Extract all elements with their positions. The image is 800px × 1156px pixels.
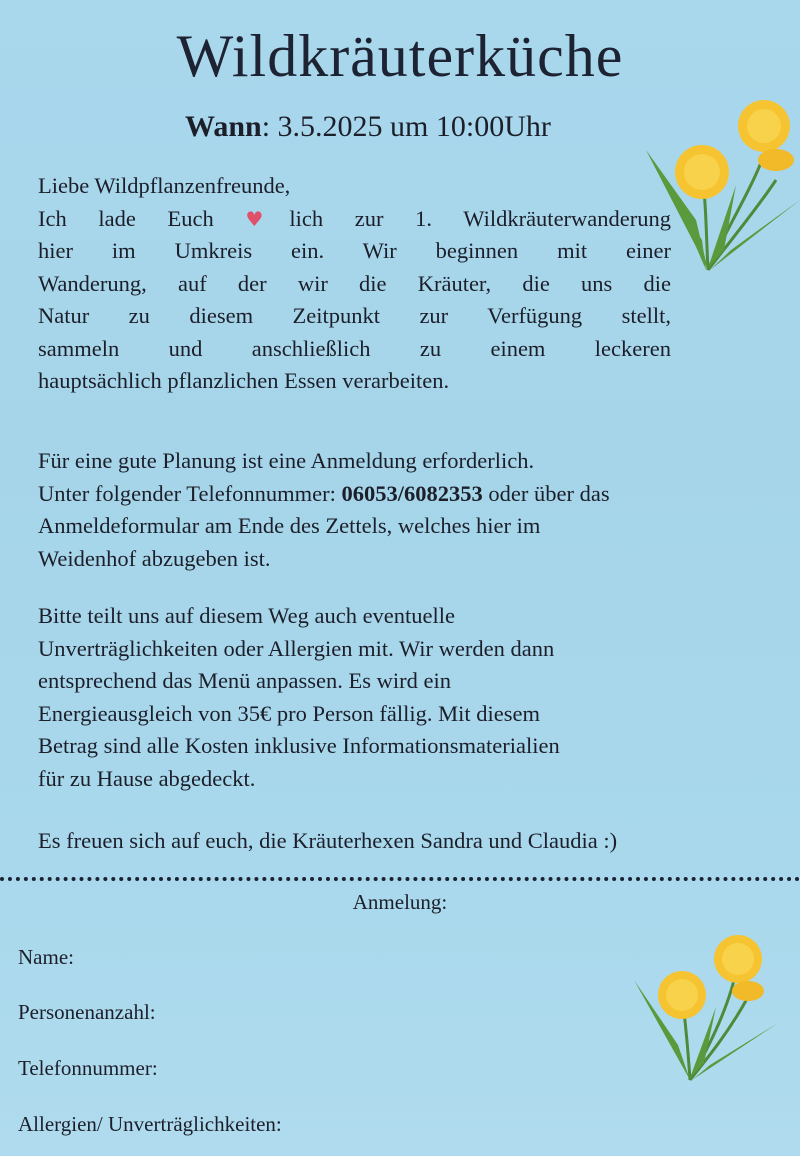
intro-paragraph bbox=[38, 170, 671, 398]
dandelion-flower-icon bbox=[630, 935, 780, 1085]
registration-paragraph bbox=[38, 445, 778, 575]
intro-line-1b: lich zur 1. Wildkräuterwanderung bbox=[289, 205, 672, 231]
registration-line: Für eine gute Planung ist eine Anmeldung erforderlich. bbox=[38, 448, 535, 473]
allergies-paragraph bbox=[38, 600, 738, 795]
registration-line-2b: oder über das bbox=[482, 480, 610, 506]
phone-number: 06053/6082353 bbox=[341, 480, 483, 506]
intro-line bbox=[38, 203, 671, 236]
intro-line: Natur zu diesem Zeitpunkt zur Verfügung stellt, bbox=[38, 303, 671, 328]
allergies-line: für zu Hause abgedeckt. bbox=[38, 765, 256, 791]
form-field-allergies: Allergien/ Unverträglichkeiten: bbox=[18, 1112, 282, 1136]
form-field-name: Name: bbox=[18, 945, 74, 969]
page-title: Wildkräuterküche bbox=[176, 23, 624, 89]
allergies-line: Energieausgleich von 35€ pro Person fällig. Mit diesem bbox=[38, 700, 540, 726]
form-field-persons: Personenanzahl: bbox=[18, 1000, 156, 1024]
allergies-line: Unverträglichkeiten oder Allergien mit. Wir werden dann bbox=[38, 635, 555, 661]
form-heading: Anmelung: bbox=[352, 890, 448, 914]
registration-line-2a: Unter folgender Telefonnummer: bbox=[38, 480, 342, 506]
allergies-line: Bitte teilt uns auf diesem Weg auch eventuelle bbox=[38, 603, 456, 628]
allergies-line: entsprechend das Menü anpassen. Es wird ein bbox=[38, 668, 452, 693]
closing-line: Es freuen sich auf euch, die Kräuterhexen Sandra und Claudia :) bbox=[38, 828, 618, 853]
intro-line: Wanderung, auf der wir die Kräuter, die uns die bbox=[38, 270, 671, 296]
intro-line-1a: Ich lade Euch bbox=[38, 205, 246, 231]
form-field-phone: Telefonnummer: bbox=[18, 1056, 158, 1080]
cut-line-divider bbox=[0, 877, 800, 881]
heart-icon: ♥ bbox=[245, 206, 290, 231]
intro-greeting: Liebe Wildpflanzenfreunde, bbox=[38, 173, 291, 198]
allergies-line: Betrag sind alle Kosten inklusive Informationsmaterialien bbox=[38, 733, 560, 758]
intro-line: hier im Umkreis ein. Wir beginnen mit einer bbox=[38, 238, 671, 263]
event-date bbox=[185, 110, 551, 144]
intro-line: sammeln und anschließlich zu einem leckeren bbox=[38, 335, 671, 361]
when-label: Wann bbox=[185, 110, 262, 143]
registration-line: Anmeldeformular am Ende des Zettels, welches hier im bbox=[38, 513, 541, 538]
registration-line bbox=[38, 478, 778, 511]
intro-line: hauptsächlich pflanzlichen Essen verarbeiten. bbox=[38, 368, 450, 393]
when-value: : 3.5.2025 um 10:00Uhr bbox=[261, 110, 551, 143]
registration-line: Weidenhof abzugeben ist. bbox=[38, 545, 271, 571]
